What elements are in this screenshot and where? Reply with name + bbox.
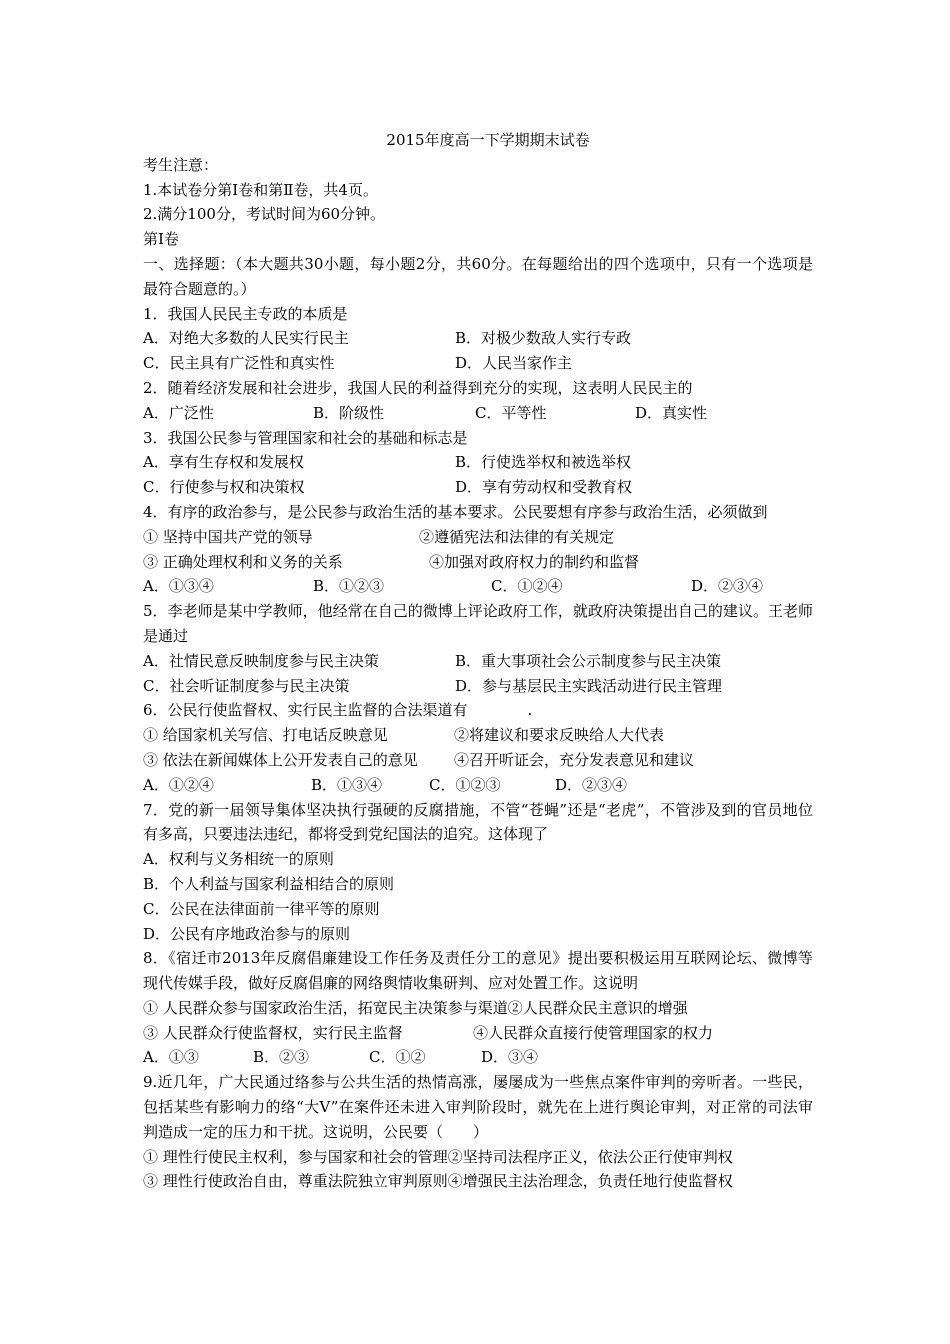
option-b: B．重大事项社会公示制度参与民主决策 — [455, 651, 722, 670]
statement-row — [143, 1021, 813, 1046]
option-d: D．②③④ — [691, 577, 764, 596]
option-b: B．阶级性 — [313, 403, 385, 422]
option-d: D．人民当家作主 — [455, 354, 573, 373]
option-a: A．①②④ — [143, 775, 214, 794]
exam-title: 2015年度高一下学期期末试卷 — [386, 131, 590, 149]
question-stem: 5．李老师是某中学教师，他经常在自己的微博上评论政府工作，就政府决策提出自己的建议。王老师是通过 — [143, 602, 813, 645]
option-d: D．③④ — [481, 1048, 539, 1067]
statement-3: ③ 人民群众行使监督权，实行民主监督 — [143, 1023, 403, 1042]
option-c: C．公民在法律面前一律平等的原则 — [143, 899, 380, 918]
statement-2: ②遵循宪法和法律的有关规定 — [419, 527, 615, 546]
option-b: B．①③④ — [311, 775, 383, 794]
option-row — [143, 351, 813, 376]
option-row — [143, 1045, 813, 1070]
statement-row — [143, 723, 813, 748]
option-d: D．真实性 — [635, 403, 708, 422]
option-b: B．②③ — [253, 1048, 310, 1067]
option-d: D．②③④ — [555, 775, 628, 794]
question-stem: 1．我国人民民主专政的本质是 — [143, 304, 348, 323]
question-stem: 2．随着经济发展和社会进步，我国人民的利益得到充分的实现，这表明人民民主的 — [143, 378, 693, 397]
statement-3: ③ 依法在新闻媒体上公开发表自己的意见 — [143, 750, 418, 769]
notice-item: 2.满分100分，考试时间为60分钟。 — [143, 205, 386, 224]
option-row — [143, 475, 813, 500]
option-row — [143, 674, 813, 699]
option-a: A．①③ — [143, 1048, 199, 1067]
question-stem: 8．《宿迁市2013年反腐倡廉建设工作任务及责任分工的意见》提出要积极运用互联网论坛、微博等现代传媒手段，做好反腐倡廉的网络舆情收集研判、应对处置工作。这说明 — [143, 949, 813, 993]
option-c: C．平等性 — [475, 403, 547, 422]
option-a: A．权利与义务相统一的原则 — [143, 850, 334, 869]
option-row — [143, 401, 813, 426]
question-stem: 6．公民行使监督权、实行民主监督的合法渠道有 . — [143, 701, 533, 720]
option-b: B．对极少数敌人实行专政 — [455, 329, 632, 348]
question-stem: 4．有序的政治参与，是公民参与政治生活的基本要求。公民要想有序参与政治生活，必须做到 — [143, 502, 768, 521]
option-c: C．行使参与权和决策权 — [143, 478, 305, 497]
option-c: C．社会听证制度参与民主决策 — [143, 676, 350, 695]
option-row — [143, 326, 813, 351]
option-c: C．①②③ — [429, 775, 501, 794]
statement-row — [143, 748, 813, 773]
option-row — [143, 574, 813, 599]
option-a: A．享有生存权和发展权 — [143, 453, 304, 472]
statement-row — [143, 550, 813, 575]
statement-3: ③ 正确处理权利和义务的关系 — [143, 552, 343, 571]
option-row — [143, 649, 813, 674]
statement-row — [143, 996, 813, 1021]
option-a: A．对绝大多数的人民实行民主 — [143, 329, 349, 348]
option-c: C．①②④ — [491, 577, 563, 596]
option-d: D．享有劳动权和受教育权 — [455, 478, 633, 497]
volume-heading: 第Ⅰ卷 — [143, 230, 179, 249]
statement-row — [143, 525, 813, 550]
statement-1: ① 给国家机关写信、打电话反映意见 — [143, 726, 388, 745]
statement-row: ③ 理性行使政治自由，尊重法院独立审判原则④增强民主法治理念，负责任地行使监督权 — [143, 1172, 733, 1191]
option-d: D．参与基层民主实践活动进行民主管理 — [455, 676, 723, 695]
statement-row: ① 理性行使民主权利，参与国家和社会的管理②坚持司法程序正义，依法公正行使审判权 — [143, 1147, 733, 1166]
question-stem: 3．我国公民参与管理国家和社会的基础和标志是 — [143, 428, 468, 447]
statement-2: ②将建议和要求反映给人大代表 — [454, 726, 665, 745]
statement-4: ④人民群众直接行使管理国家的权力 — [473, 1023, 714, 1042]
option-a: A．社情民意反映制度参与民主决策 — [143, 651, 379, 670]
exam-content — [143, 128, 813, 1194]
option-a: A．广泛性 — [143, 403, 214, 422]
question-stem: 9.近几年，广大民通过络参与公共生活的热情高涨，屡屡成为一些焦点案件审判的旁听者。一些民，包括某些有影响力的络“大V”在案件还未进入审判阶段时，就先在上进行舆论审判，对正常的司法审判造成一定的压力和干扰。这说明，公民要（ ） — [143, 1073, 813, 1141]
option-d: D．公民有序地政治参与的原则 — [143, 924, 351, 943]
option-c: C．民主具有广泛性和真实性 — [143, 354, 335, 373]
statement-4: ④加强对政府权力的制约和监督 — [429, 552, 640, 571]
notice-label: 考生注意： — [143, 155, 219, 174]
statement-1: ① 坚持中国共产党的领导 — [143, 527, 313, 546]
option-row — [143, 773, 813, 798]
option-a: A．①③④ — [143, 577, 214, 596]
option-row — [143, 450, 813, 475]
option-b: B．行使选举权和被选举权 — [455, 453, 632, 472]
option-b: B．①②③ — [313, 577, 385, 596]
statement-1: ① 人民群众参与国家政治生活，拓宽民主决策参与渠道 — [143, 998, 508, 1017]
option-c: C．①② — [369, 1048, 426, 1067]
question-stem: 7．党的新一届领导集体坚决执行强硬的反腐措施，不管“苍蝇”还是“老虎”，不管涉及到的官员地位有多高，只要违法违纪，都将受到党纪国法的追究。这体现了 — [143, 800, 813, 844]
option-b: B．个人利益与国家利益相结合的原则 — [143, 874, 395, 893]
section-instructions: 一、选择题：（本大题共30小题，每小题2分，共60分。在每题给出的四个选项中，只有一个选项是最符合题意的。） — [143, 254, 813, 298]
statement-2: ②人民群众民主意识的增强 — [507, 998, 688, 1017]
statement-4: ④召开听证会，充分发表意见和建议 — [454, 750, 695, 769]
notice-item: 1.本试卷分第Ⅰ卷和第Ⅱ卷，共4页。 — [143, 180, 378, 199]
